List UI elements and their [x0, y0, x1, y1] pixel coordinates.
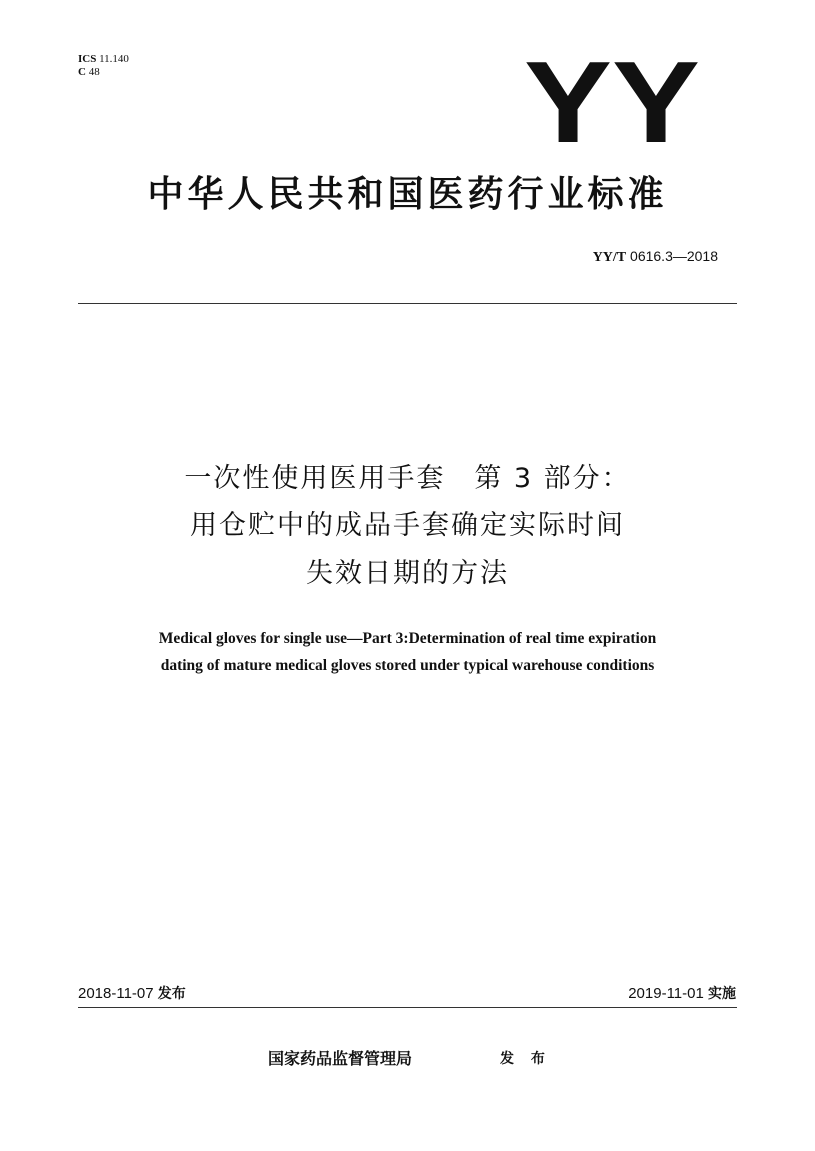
implement-date	[628, 983, 736, 1003]
standard-prefix: YY/T	[592, 250, 627, 265]
bottom-divider	[78, 1007, 737, 1008]
yy-logo	[522, 52, 702, 148]
ics-line	[78, 53, 129, 66]
implement-date-value: 2019-11-01	[628, 985, 704, 1002]
title-zh-line-3: 失效日期的方法	[306, 558, 509, 589]
classification-codes	[78, 53, 129, 79]
issuing-authority: 国家药品监督管理局	[268, 1049, 413, 1068]
implement-label: 实施	[708, 986, 736, 1002]
top-divider	[78, 303, 737, 304]
ccs-line	[78, 66, 129, 79]
issue-verb: 发 布	[500, 1051, 551, 1067]
ccs-code: 48	[88, 66, 100, 78]
publish-label: 发布	[157, 986, 186, 1002]
title-en-line-2: dating of mature medical gloves stored under typical warehouse conditions	[160, 657, 655, 674]
ics-label: ICS	[78, 53, 97, 65]
yy-logo-text: YY	[524, 52, 700, 148]
standard-title: 中华人民共和国医药行业标准	[147, 174, 668, 215]
ics-code: 11.140	[99, 53, 129, 65]
standard-code: 0616.3—2018	[630, 248, 718, 264]
title-zh-line-2: 用仓贮中的成品手套确定实际时间	[190, 510, 625, 541]
ccs-label: C	[78, 66, 86, 78]
publish-date	[78, 983, 186, 1003]
standard-number	[593, 248, 718, 266]
publish-date-value: 2018-11-07	[78, 985, 154, 1002]
title-en-line-1: Medical gloves for single use—Part 3:Determination of real time expiration	[158, 630, 657, 647]
title-zh-line-1: 一次性使用医用手套 第 3 部分：	[184, 463, 631, 494]
